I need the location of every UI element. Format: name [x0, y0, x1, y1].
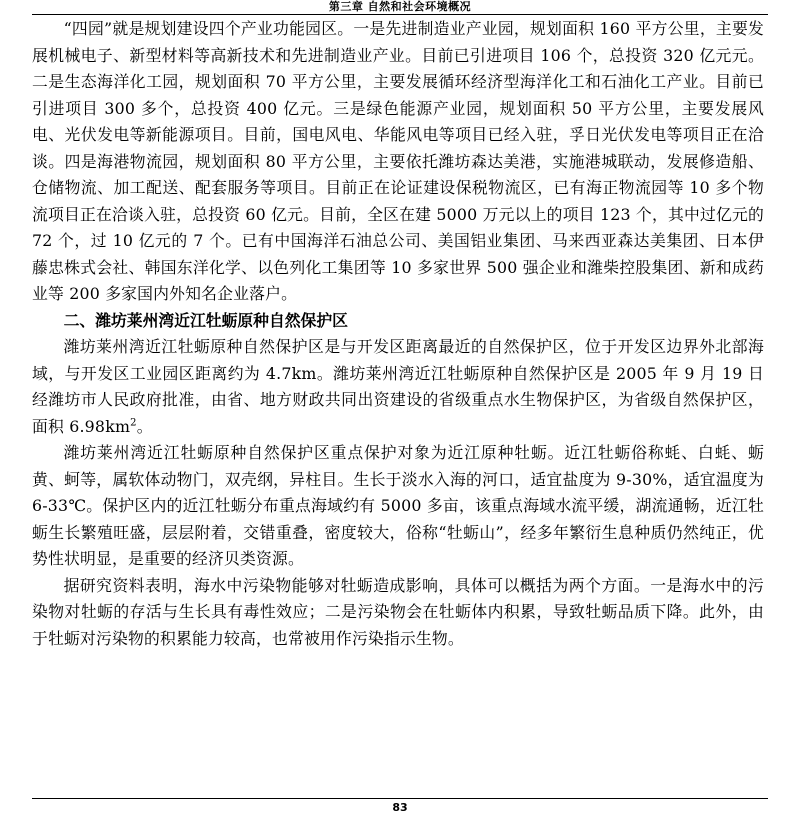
- paragraph-reserve-end: 。: [136, 416, 153, 436]
- paragraph-reserve-text: 潍坊莱州湾近江牡蛎原种自然保护区是与开发区距离最近的自然保护区，位于开发区边界外北部海域，与开发区工业园区距离约为 4.7km。潍坊莱州湾近江牡蛎原种自然保护区是 2005 年 9 月 19 日经潍坊市人民政府批准，由省、地方财政共同出资建设的省级重点水生物保护区，为省级自然保护区，面积 6.98km: [32, 337, 764, 436]
- paragraph-reserve-location: [32, 334, 764, 440]
- chapter-title: 第三章 自然和社会环境概况: [328, 0, 472, 13]
- section-heading: 二、潍坊莱州湾近江牡蛎原种自然保护区: [63, 310, 348, 330]
- footer-divider: [32, 798, 768, 799]
- area-unit-superscript: 2: [130, 417, 137, 429]
- page-header: [32, 0, 768, 15]
- paragraph-four-parks: “四园”就是规划建设四个产业功能园区。一是先进制造业产业园，规划面积 160 平方公里，主要发展机械电子、新型材料等高新技术和先进制造业产业。目前已引进项目 106 个，总投资 320 亿元元。二是生态海洋化工园，规划面积 70 平方公里，主要发展循环经济型海洋化工和石油化工产业。目前已引进项目 300 多个，总投资 400 亿元。三是绿色能源产业园，规划面积 50 平方公里，主要发展风电、光伏发电等新能源项目。目前，国电风电、华能风电等项目已经入驻，孚日光伏发电等项目正在洽谈。四是海港物流园，规划面积 80 平方公里，主要依托潍坊森达美港，实施港城联动，发展修造船、仓储物流、加工配送、配套服务等项目。目前正在论证建设保税物流区，已有海正物流园等 10 多个物流项目正在洽谈入驻，总投资 60 亿元。目前，全区在建 5000 万元以上的项目 123 个，其中过亿元的 72 个，过 10 亿元的 7 个。已有中国海洋石油总公司、美国铝业集团、马来西亚森达美集团、日本伊藤忠株式会社、韩国东洋化学、以色列化工集团等 10 多家世界 500 强企业和潍柴控股集团、新和成药业等 200 多家国内外知名企业落户。: [32, 19, 764, 303]
- page-number: 83: [392, 801, 408, 814]
- paragraph-pollution-effects: 据研究资料表明，海水中污染物能够对牡蛎造成影响，具体可以概括为两个方面。一是海水中的污染物对牡蛎的存活与生长具有毒性效应；二是污染物会在牡蛎体内积累，导致牡蛎品质下降。此外，由于牡蛎对污染物的积累能力较高，也常被用作污染指示生物。: [32, 575, 764, 648]
- paragraph-oyster-description: 潍坊莱州湾近江牡蛎原种自然保护区重点保护对象为近江原种牡蛎。近江牡蛎俗称蚝、白蚝、蛎黄、蚵等，属软体动物门，双壳纲，异柱目。生长于淡水入海的河口，适宜盐度为 9-30%，适宜温度为 6-33℃。保护区内的近江牡蛎分布重点海域约有 5000 多亩，该重点海域水流平缓，湖流通畅，近江牡蛎生长繁殖旺盛，层层附着，交错重叠，密度较大，俗称“牡蛎山”，经多年繁衍生息种质仍然纯正，优势性状明显，是重要的经济贝类资源。: [32, 443, 764, 568]
- page-content: [32, 16, 764, 652]
